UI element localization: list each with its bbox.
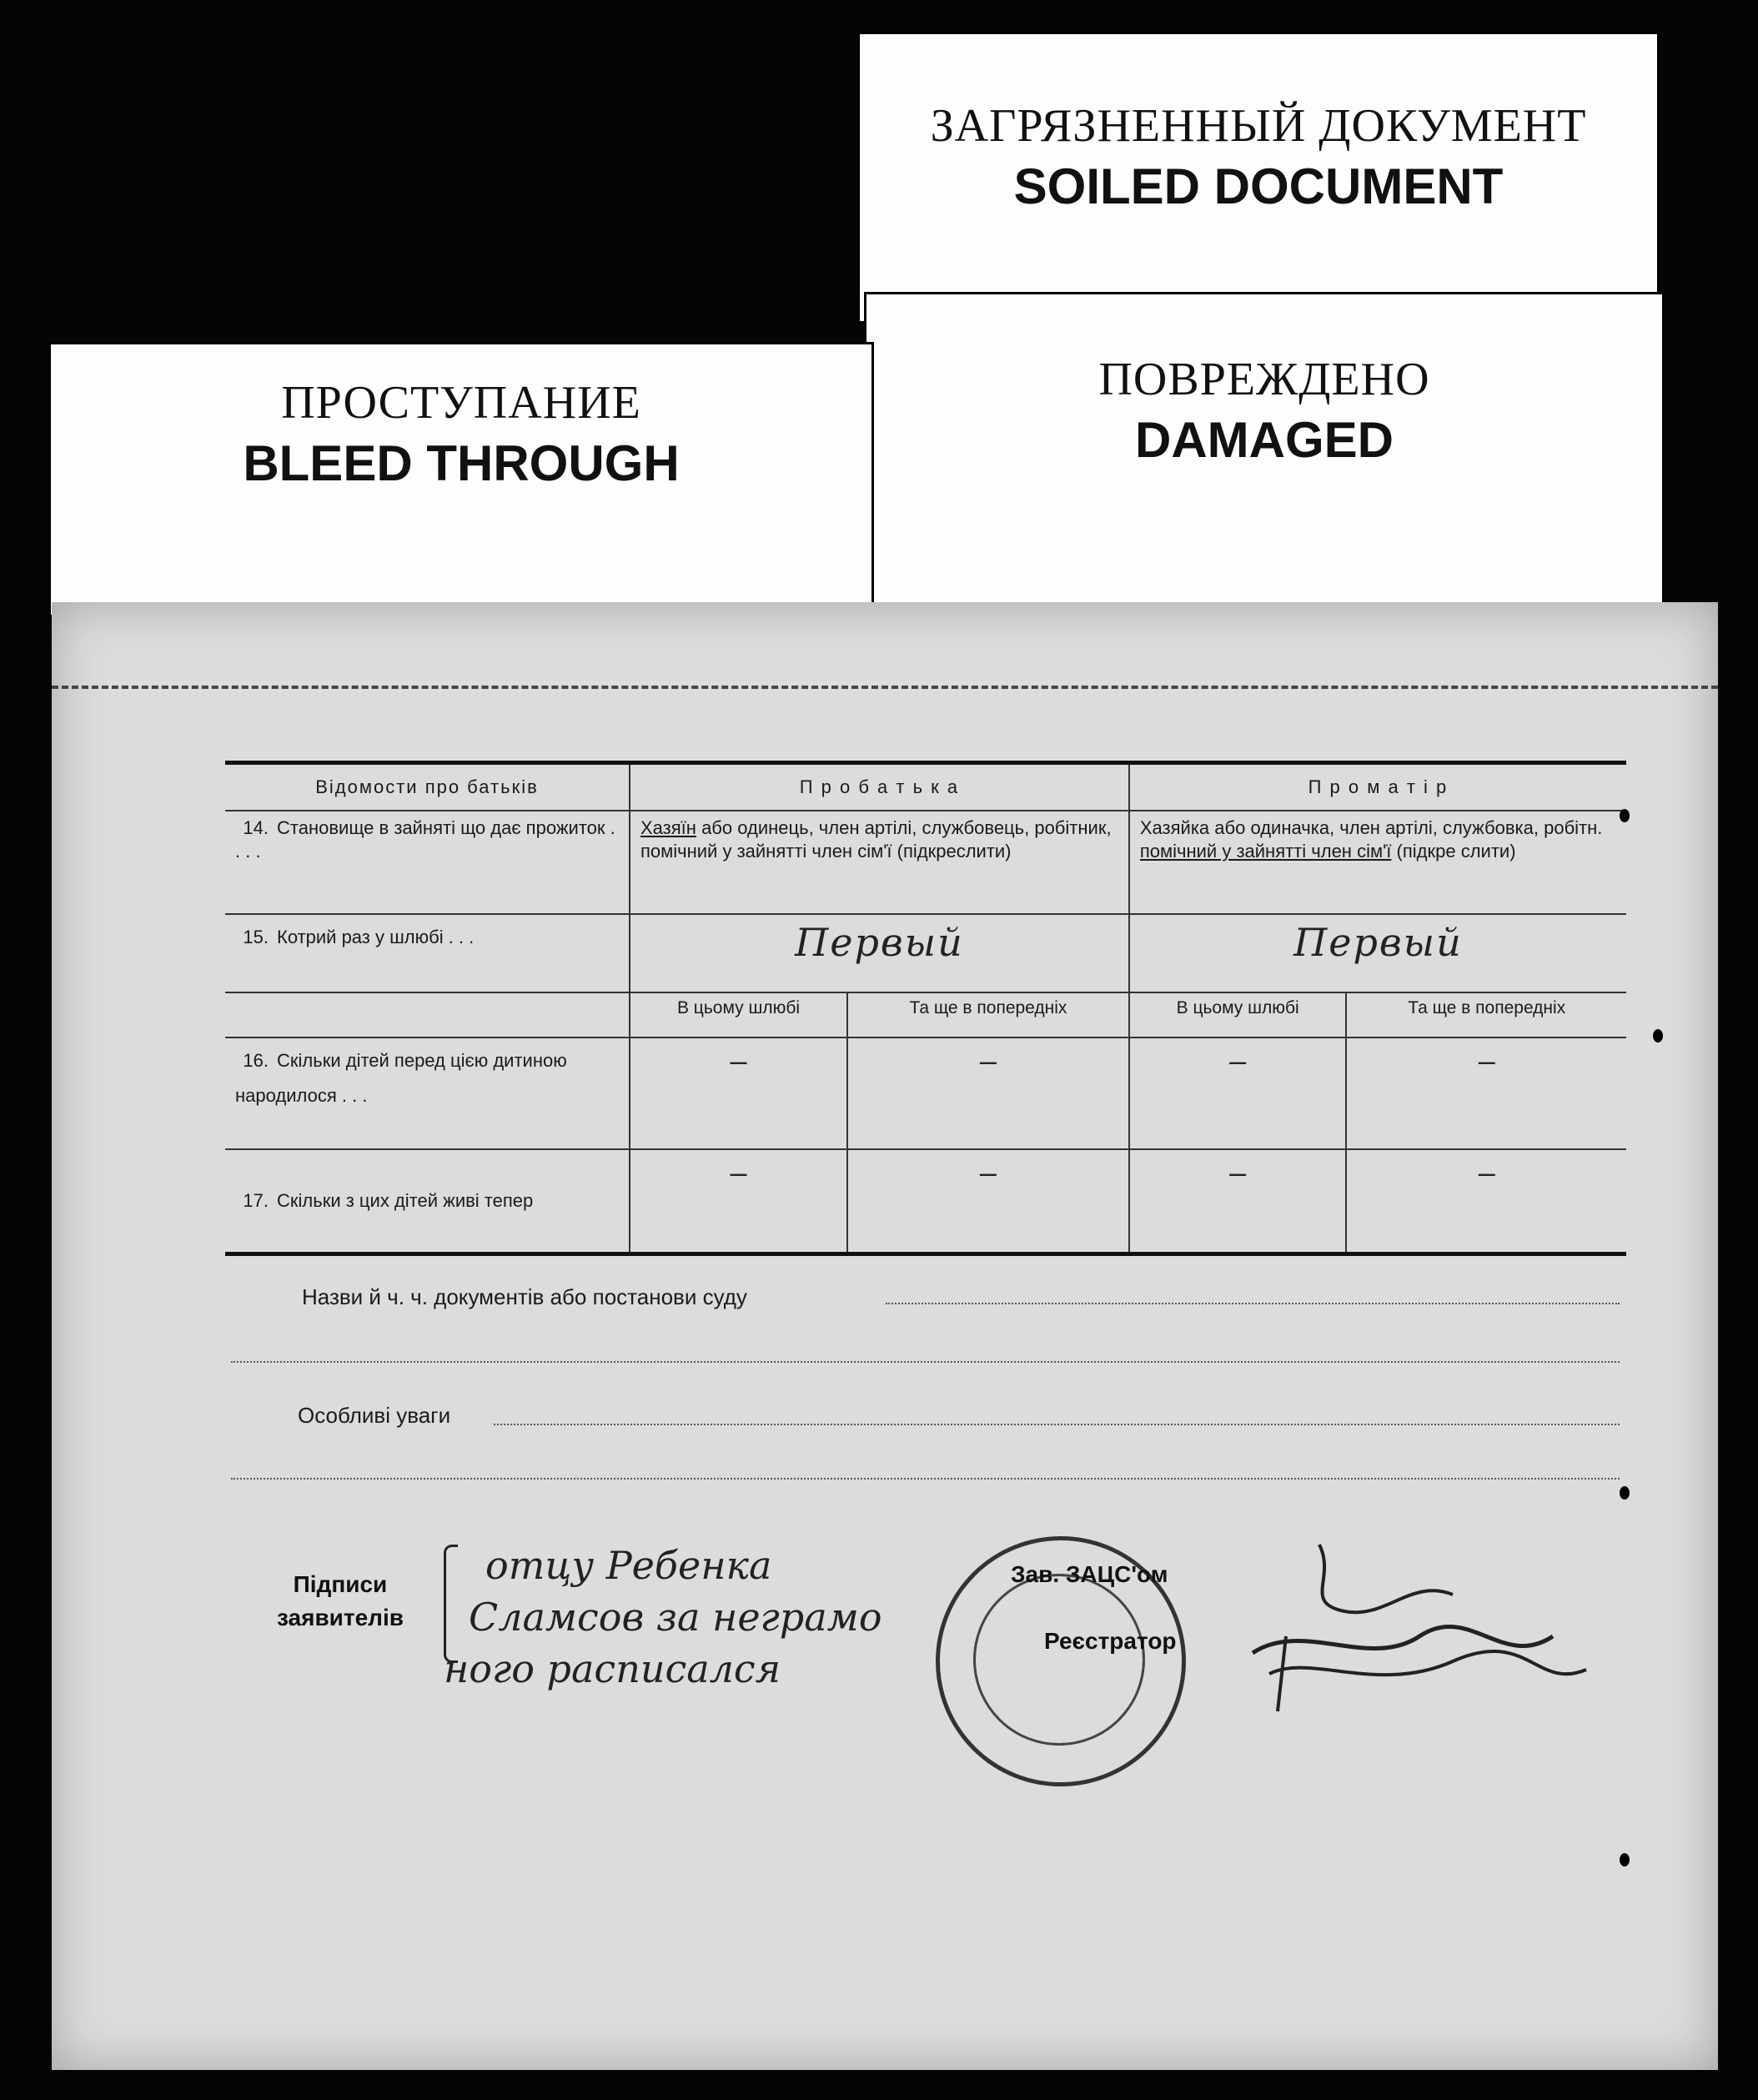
subheader-mother-this: В цьому шлюбі <box>1129 992 1347 1037</box>
signatures-label-line1: Підписи <box>293 1571 388 1597</box>
header-mother: П р о м а т і р <box>1129 763 1626 811</box>
damaged-card <box>864 292 1665 609</box>
row16-cell <box>847 1037 1129 1149</box>
remarks-dotted-line <box>494 1424 1620 1425</box>
row17-label <box>225 1149 630 1254</box>
header-father: П р о б а т ь к а <box>630 763 1129 811</box>
row16-number: 16. <box>243 1050 269 1071</box>
perforation-line <box>52 686 1718 689</box>
row15-father <box>630 914 1129 992</box>
row15-text: Котрий раз у шлюбі . . . <box>277 927 475 947</box>
row17-value: – <box>979 1155 997 1189</box>
row17-cell <box>1346 1149 1626 1254</box>
table-row <box>225 1149 1626 1254</box>
stamp-inner-ring <box>973 1574 1145 1746</box>
row16-cell <box>1346 1037 1626 1149</box>
documents-label: Назви й ч. ч. документів або постанови суду <box>302 1284 747 1309</box>
row17-value: – <box>1478 1155 1495 1189</box>
damaged-ru-label: ПОВРЕЖДЕНО <box>1098 354 1430 405</box>
row17-cell <box>1129 1149 1347 1254</box>
row16-value: – <box>1229 1043 1247 1078</box>
row16-cell <box>1129 1037 1347 1149</box>
row15-label <box>225 914 630 992</box>
row17-text: Скільки з цих дітей живі тепер <box>277 1190 534 1211</box>
bleed-ru-label: ПРОСТУПАНИЕ <box>281 377 641 429</box>
documents-dotted-line <box>886 1303 1620 1304</box>
header-parents-info: Відомости про батьків <box>225 763 630 811</box>
row17-number: 17. <box>243 1190 269 1211</box>
row14-father-rest: або одинець, член артілі, службовець, робітник, помічний у зайнятті член сім'ї (підкреслити) <box>640 817 1112 862</box>
table-row <box>225 914 1626 992</box>
parents-info-table <box>225 761 1626 1256</box>
row17-value: – <box>1229 1155 1247 1189</box>
paper-speck <box>1653 1029 1663 1042</box>
row14-label <box>225 811 630 914</box>
soiled-ru-label: ЗАГРЯЗНЕННЫЙ ДОКУМЕНТ <box>930 100 1587 152</box>
soiled-en-label: SOILED DOCUMENT <box>1013 158 1504 214</box>
row16-label <box>225 1037 630 1149</box>
table-row <box>225 992 1626 1037</box>
signatures-label <box>277 1568 404 1635</box>
documents-dotted-line-2 <box>231 1361 1620 1363</box>
table-row <box>225 811 1626 914</box>
damaged-en-label: DAMAGED <box>1135 412 1394 468</box>
signatures-brace <box>444 1545 458 1663</box>
signature-handwriting-line1: отцу Ребенка <box>485 1543 772 1588</box>
row16-cell <box>630 1037 847 1149</box>
row14-text: Становище в зайняті що дає прожиток . . . . <box>235 817 615 862</box>
signature-handwriting-line3: ного расписался <box>444 1646 781 1691</box>
table-row <box>225 1037 1626 1149</box>
subheader-mother-previous: Та ще в попередніх <box>1346 992 1626 1037</box>
signature-handwriting-line2: Сламсов за неграмо <box>469 1595 882 1640</box>
head-of-registry-label: Зав. ЗАЦС'ом <box>1011 1561 1168 1587</box>
official-signatures <box>1203 1528 1603 1728</box>
paper-speck <box>1620 809 1630 822</box>
bleed-through-card <box>48 342 874 617</box>
row15-mother-handwriting: Первый <box>1293 920 1463 965</box>
soiled-document-card <box>857 32 1660 324</box>
registrar-label: Реєстратор <box>1044 1628 1177 1654</box>
row14-father-underlined: Хазяїн <box>640 817 696 838</box>
row16-text: Скільки дітей перед цією дитиною народилося . . . <box>235 1050 567 1106</box>
subheader-father-this: В цьому шлюбі <box>630 992 847 1037</box>
row14-mother-underlined: помічний у зайнятті член сім'ї <box>1139 841 1392 862</box>
row16-value: – <box>1478 1043 1495 1078</box>
subheader-spacer <box>225 992 630 1037</box>
row14-mother-end: (підкре слити) <box>1396 841 1516 862</box>
subheader-father-previous: Та ще в попередніх <box>847 992 1129 1037</box>
row14-father <box>630 811 1129 914</box>
remarks-dotted-line-2 <box>231 1478 1620 1480</box>
paper-speck <box>1620 1486 1630 1500</box>
document-sheet <box>52 602 1718 2070</box>
row15-number: 15. <box>243 927 269 947</box>
row17-cell <box>630 1149 847 1254</box>
remarks-label: Особливі уваги <box>298 1403 451 1428</box>
bleed-en-label: BLEED THROUGH <box>243 435 680 491</box>
row16-value: – <box>730 1043 747 1078</box>
row16-value: – <box>979 1043 997 1078</box>
row17-value: – <box>730 1155 747 1189</box>
signatures-label-line2: заявителів <box>277 1605 404 1630</box>
row14-mother <box>1129 811 1626 914</box>
paper-speck <box>1620 1853 1630 1866</box>
row15-father-handwriting: Первый <box>795 920 964 965</box>
row17-cell <box>847 1149 1129 1254</box>
row15-mother <box>1129 914 1626 992</box>
row14-mother-text: Хазяйка або одиначка, член артілі, службовка, робітн. <box>1139 817 1603 838</box>
row14-number: 14. <box>243 817 269 838</box>
